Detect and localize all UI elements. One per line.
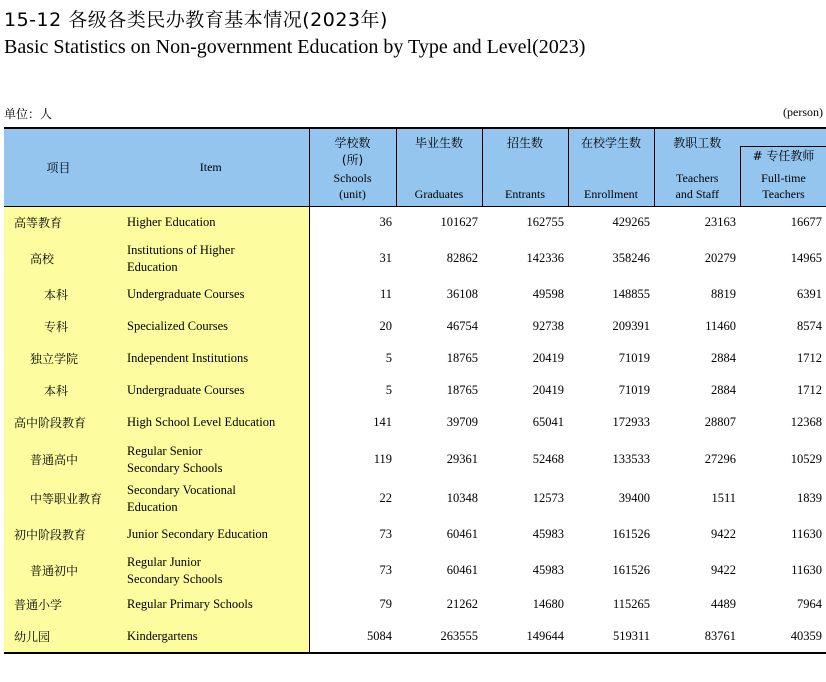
- value-graduates: 60461: [446, 527, 478, 541]
- table-row: [4, 207, 826, 239]
- value-graduates: 60461: [446, 563, 478, 577]
- value-schools: 73: [379, 563, 392, 577]
- value-staff: 9422: [711, 527, 736, 541]
- value-fulltime: 40359: [740, 621, 826, 653]
- row-label-en-cell: [113, 621, 309, 653]
- row-label-cn-cell: [4, 407, 113, 439]
- value-entrants: 52468: [532, 452, 564, 466]
- value-entrants: 49598: [532, 287, 564, 301]
- value-schools: 22: [379, 491, 392, 505]
- table-row: [4, 439, 826, 481]
- value-entrants: 45983: [532, 527, 564, 541]
- row-label-cn-cell: [4, 311, 113, 343]
- header-item-en: Item: [113, 128, 309, 207]
- value-schools: 20: [379, 319, 392, 333]
- row-label-en: Secondary Vocational Education: [127, 482, 236, 514]
- value-staff: 8819: [711, 287, 736, 301]
- value-graduates: 82862: [446, 251, 478, 265]
- header-schools: 学校数(所) Schools (unit): [309, 128, 396, 207]
- value-fulltime: 6391: [797, 287, 822, 301]
- row-label-en-cell: [113, 439, 309, 481]
- value-staff: 28807: [704, 415, 736, 429]
- row-label-en-cell: [113, 481, 309, 517]
- value-fulltime: 7964: [797, 597, 822, 611]
- value-entrants: 142336: [526, 251, 564, 265]
- row-label-cn-cell: [4, 481, 113, 517]
- header-graduates: 毕业生数 Graduates: [396, 128, 482, 207]
- row-label-en-cell: [113, 517, 309, 553]
- row-label-cn-cell: [4, 343, 113, 375]
- row-label-en: Undergraduate Courses: [127, 287, 245, 301]
- table-row: [4, 279, 826, 311]
- row-label-cn-cell: [4, 621, 113, 653]
- value-entrants: 12573: [532, 491, 564, 505]
- value-fulltime: 12368: [790, 415, 822, 429]
- value-schools: 79: [379, 597, 392, 611]
- value-schools: 119: [373, 452, 392, 466]
- row-label-cn-cell: [4, 589, 113, 621]
- value-schools: 5: [385, 351, 392, 365]
- value-schools: 5084: [309, 621, 396, 653]
- row-label-en-cell: [113, 207, 309, 239]
- row-label-en-cell: [113, 407, 309, 439]
- row-label-en: Regular Senior Secondary Schools: [127, 443, 223, 475]
- value-schools: 36: [379, 215, 392, 230]
- row-label-en-cell: [113, 239, 309, 279]
- value-staff: 9422: [711, 563, 736, 577]
- value-entrants: 14680: [532, 597, 564, 611]
- value-staff: 20279: [704, 251, 736, 265]
- row-label-cn-cell: [4, 239, 113, 279]
- value-schools: 31: [379, 251, 392, 265]
- value-staff: 2884: [711, 383, 736, 397]
- row-label-en-cell: [113, 279, 309, 311]
- value-entrants: 45983: [532, 563, 564, 577]
- row-label-en: Junior Secondary Education: [127, 527, 268, 541]
- header-teachers-staff: 教职工数 Teachers and Staff: [654, 128, 740, 207]
- row-label-cn: 独立学院: [30, 352, 79, 366]
- value-fulltime: 14965: [790, 251, 822, 265]
- value-graduates: 10348: [446, 491, 478, 505]
- value-enrollment: 161526: [612, 563, 650, 577]
- table-row: [4, 343, 826, 375]
- table-title-en: Basic Statistics on Non-government Education by Type and Level(2023): [4, 36, 586, 58]
- table-row: [4, 407, 826, 439]
- value-graduates: 29361: [446, 452, 478, 466]
- row-label-en-cell: [113, 553, 309, 589]
- value-enrollment: 209391: [612, 319, 650, 333]
- value-schools: 5: [385, 383, 392, 397]
- row-label-en-cell: [113, 311, 309, 343]
- header-enrollment: 在校学生数 Enrollment: [568, 128, 654, 207]
- row-label-cn: 普通初中: [30, 564, 79, 578]
- value-enrollment: 133533: [612, 452, 650, 466]
- table-row: [4, 621, 826, 653]
- row-label-en: High School Level Education: [127, 415, 276, 429]
- table-row: [4, 589, 826, 621]
- value-enrollment: 148855: [612, 287, 650, 301]
- row-label-cn: 初中阶段教育: [14, 528, 87, 542]
- value-graduates: 263555: [396, 621, 482, 653]
- value-staff: 2884: [711, 351, 736, 365]
- value-entrants: 92738: [532, 319, 564, 333]
- row-label-en: Higher Education: [127, 215, 216, 230]
- row-label-cn-cell: [4, 439, 113, 481]
- row-label-en: Kindergartens: [127, 628, 198, 643]
- table-row: [4, 239, 826, 279]
- table-row: [4, 553, 826, 589]
- value-enrollment: 172933: [612, 415, 650, 429]
- header-item-cn: 项目: [4, 128, 113, 207]
- value-entrants: 20419: [532, 383, 564, 397]
- value-enrollment: 519311: [568, 621, 654, 653]
- value-fulltime: 11630: [791, 527, 822, 541]
- value-staff: 4489: [711, 597, 736, 611]
- value-fulltime: 16677: [790, 215, 822, 230]
- value-staff: 83761: [654, 621, 740, 653]
- table-body: [4, 207, 826, 653]
- value-fulltime: 1712: [797, 351, 822, 365]
- row-label-cn: 幼儿园: [14, 629, 51, 644]
- row-label-en: Specialized Courses: [127, 319, 229, 333]
- value-entrants: 149644: [482, 621, 568, 653]
- row-label-cn: 高等教育: [14, 216, 63, 231]
- row-label-en: Independent Institutions: [127, 351, 249, 365]
- value-graduates: 21262: [446, 597, 478, 611]
- value-graduates: 18765: [446, 383, 478, 397]
- value-graduates: 36108: [446, 287, 478, 301]
- value-schools: 73: [379, 527, 392, 541]
- header-entrants: 招生数 Entrants: [482, 128, 568, 207]
- row-label-en: Regular Primary Schools: [127, 597, 253, 611]
- row-label-cn: 本科: [44, 384, 69, 398]
- value-staff: 23163: [704, 215, 736, 230]
- table-row: [4, 481, 826, 517]
- value-entrants: 65041: [532, 415, 564, 429]
- value-staff: 1511: [711, 491, 736, 505]
- row-label-en-cell: [113, 589, 309, 621]
- value-graduates: 39709: [446, 415, 478, 429]
- row-label-en: Institutions of Higher Education: [127, 242, 235, 274]
- row-label-cn: 本科: [44, 288, 69, 302]
- value-enrollment: 429265: [612, 215, 650, 230]
- header-fulltime-teachers: # 专任教师 Full-time Teachers: [740, 128, 826, 207]
- value-schools: 11: [379, 287, 392, 301]
- row-label-cn: 中等职业教育: [30, 492, 103, 506]
- row-label-en: Undergraduate Courses: [127, 383, 245, 397]
- value-entrants: 20419: [532, 351, 564, 365]
- value-entrants: 162755: [526, 215, 564, 230]
- row-label-cn-cell: [4, 207, 113, 239]
- row-label-cn: 专科: [44, 320, 69, 334]
- value-graduates: 46754: [446, 319, 478, 333]
- value-graduates: 101627: [440, 215, 478, 230]
- unit-label-en: (person): [783, 105, 823, 119]
- unit-label-cn: 单位：人: [4, 107, 53, 121]
- value-fulltime: 8574: [797, 319, 822, 333]
- row-label-cn: 高校: [30, 252, 55, 266]
- row-label-cn-cell: [4, 279, 113, 311]
- row-label-en-cell: [113, 375, 309, 407]
- table-row: [4, 375, 826, 407]
- value-enrollment: 161526: [612, 527, 650, 541]
- value-enrollment: 115265: [612, 597, 650, 611]
- statistics-table: [4, 127, 826, 654]
- row-label-cn-cell: [4, 553, 113, 589]
- value-enrollment: 71019: [618, 383, 650, 397]
- value-fulltime: 11630: [791, 563, 822, 577]
- value-fulltime: 10529: [790, 452, 822, 466]
- row-label-en-cell: [113, 343, 309, 375]
- table-row: [4, 517, 826, 553]
- row-label-cn-cell: [4, 517, 113, 553]
- table-title-cn: 15-12 各级各类民办教育基本情况(2023年): [4, 9, 388, 31]
- row-label-cn: 普通高中: [30, 453, 79, 467]
- row-label-cn: 高中阶段教育: [14, 416, 87, 430]
- value-graduates: 18765: [446, 351, 478, 365]
- value-fulltime: 1839: [797, 491, 822, 505]
- value-staff: 27296: [704, 452, 736, 466]
- value-staff: 11460: [705, 319, 736, 333]
- value-enrollment: 71019: [618, 351, 650, 365]
- row-label-cn-cell: [4, 375, 113, 407]
- value-enrollment: 358246: [612, 251, 650, 265]
- value-schools: 141: [373, 415, 392, 429]
- value-enrollment: 39400: [618, 491, 650, 505]
- table-row: [4, 311, 826, 343]
- row-label-en: Regular Junior Secondary Schools: [127, 554, 223, 586]
- row-label-cn: 普通小学: [14, 598, 63, 612]
- value-fulltime: 1712: [797, 383, 822, 397]
